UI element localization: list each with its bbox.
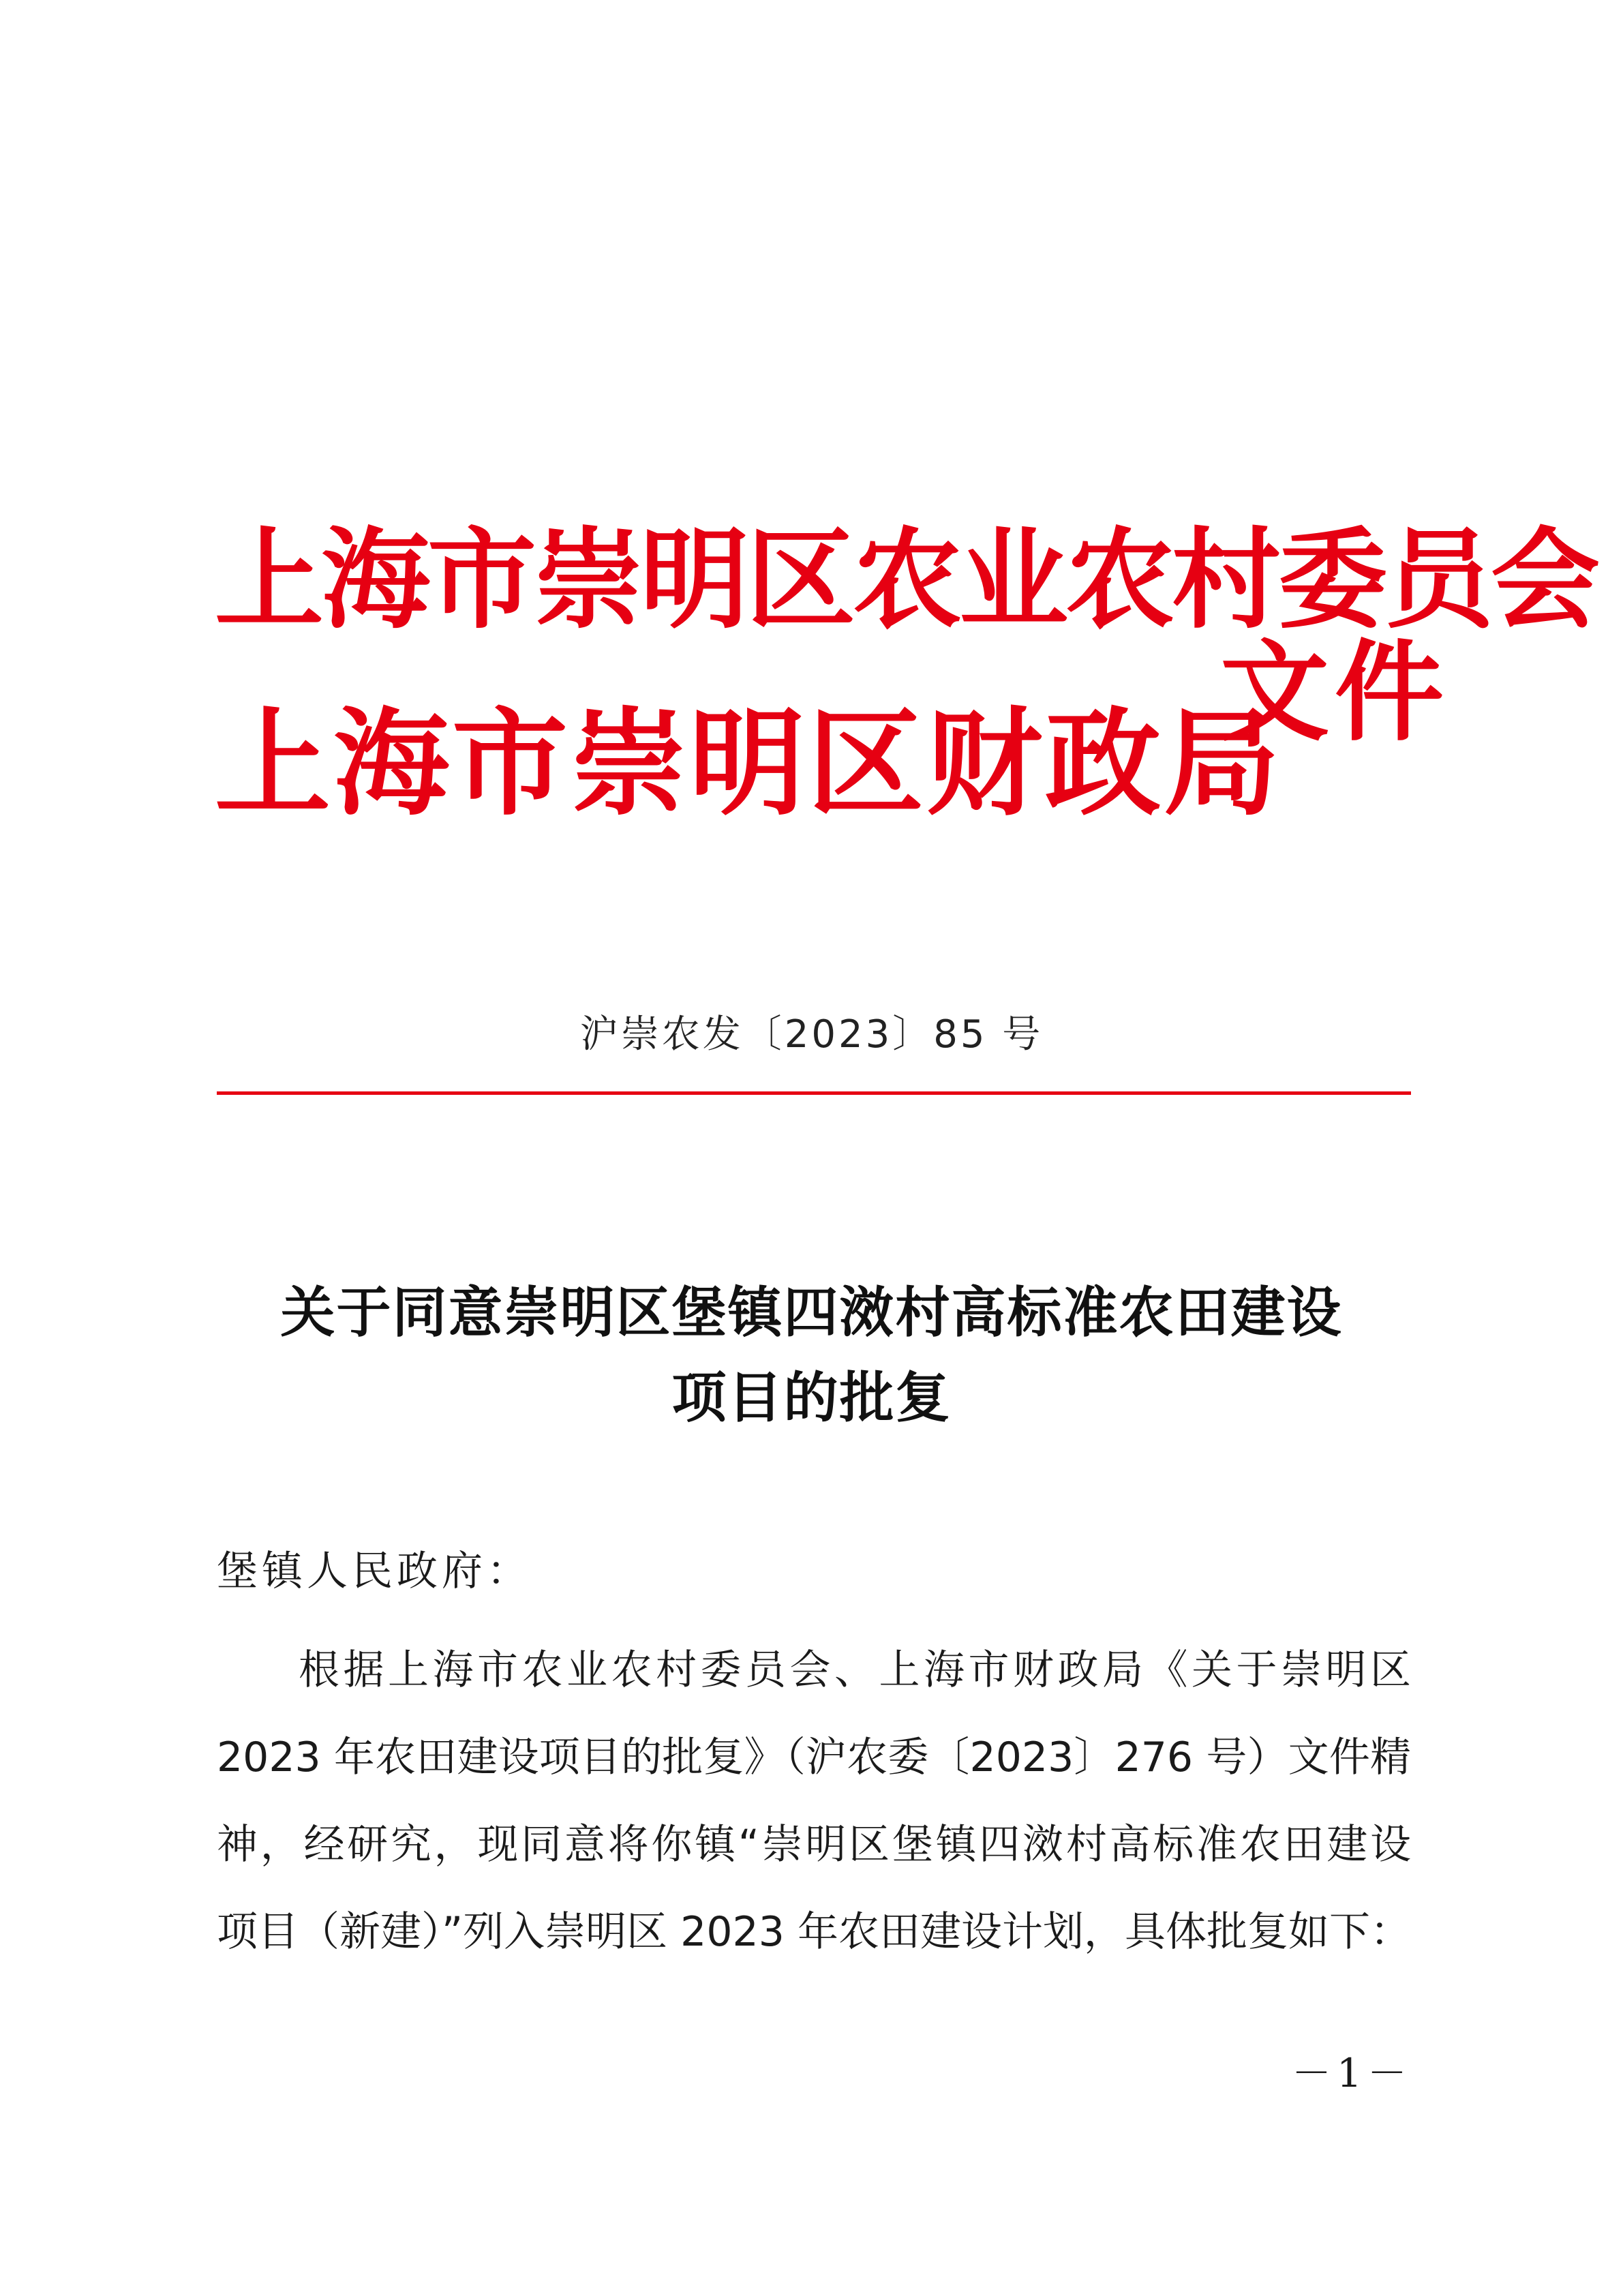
body-paragraph-line: 2023 年农田建设项目的批复》（沪农委〔2023〕276 号）文件精 xyxy=(217,1734,1411,1781)
red-divider-rule xyxy=(217,1091,1411,1095)
body-paragraph-line: 根据上海市农业农村委员会、上海市财政局《关于崇明区 xyxy=(299,1646,1411,1694)
subject-title-line-1: 关于同意崇明区堡镇四滧村高标准农田建设 xyxy=(280,1280,1343,1344)
document-word: 文件 xyxy=(1220,628,1450,756)
addressee: 堡镇人民政府： xyxy=(217,1547,532,1595)
body-paragraph-line: 神，经研究，现同意将你镇“崇明区堡镇四滧村高标准农田建设 xyxy=(217,1821,1411,1869)
body-paragraph-line: 项目（新建）”列入崇明区 2023 年农田建设计划，具体批复如下： xyxy=(217,1908,1411,1956)
page-number: －1－ xyxy=(1292,2050,1412,2096)
issuer-name-finance-bureau: 上海市崇明区财政局 xyxy=(215,695,1283,832)
document-number: 沪崇农发〔2023〕85 号 xyxy=(579,1012,1044,1057)
issuer-name-agriculture-committee: 上海市崇明区农业农村委员会 xyxy=(215,515,1598,644)
subject-title-line-2: 项目的批复 xyxy=(671,1365,952,1430)
